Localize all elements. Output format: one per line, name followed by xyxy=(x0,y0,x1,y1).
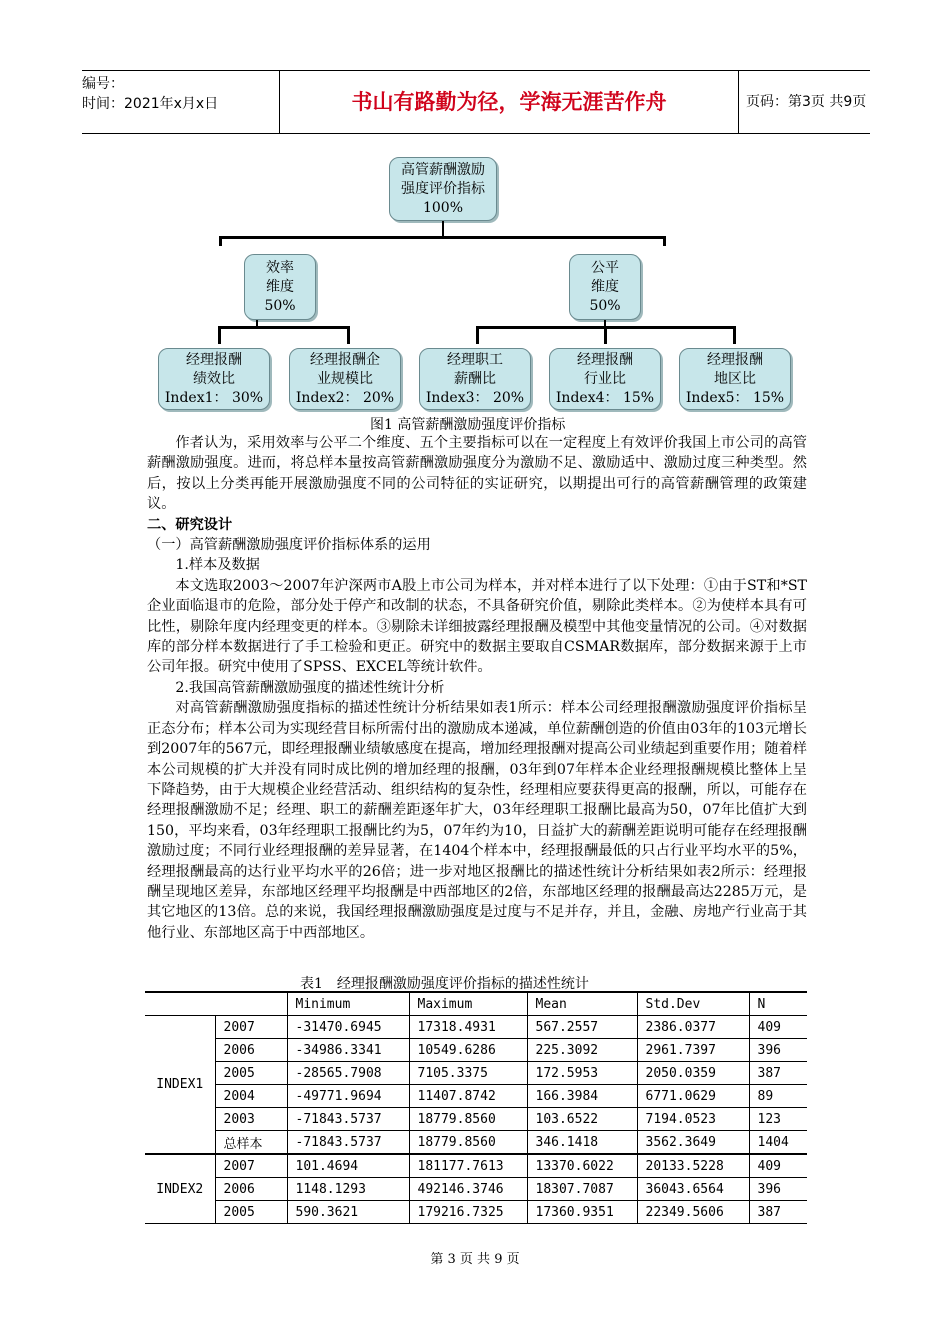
node-index1-line3: Index1： 30% xyxy=(164,389,264,406)
date-label: 时间：2021年x月x日 xyxy=(82,96,219,112)
node-index1 xyxy=(158,348,270,410)
table-header-cell: Std.Dev xyxy=(637,992,749,1016)
node-index4-line1: 经理报酬 xyxy=(577,351,633,368)
table-cell: 181177.7613 xyxy=(409,1154,527,1178)
table-cell: 2006 xyxy=(215,1178,287,1201)
node-efficiency xyxy=(244,254,316,320)
table-cell: 2007 xyxy=(215,1154,287,1178)
paragraph: 作者认为，采用效率与公平二个维度、五个主要指标可以在一定程度上有效评价我国上市公司的高管薪酬激励强度。进而，将总样本量按高管薪酬激励强度分为激励不足、激励适中、激励过度三种类型。然后，按以上分类再能开展激励强度不同的公司特征的实证研究，以期提出可行的高管薪酬管理的政策建议。 xyxy=(147,435,807,513)
header-page-number: 页码：第3页 共9页 xyxy=(746,94,867,110)
table-cell: 387 xyxy=(749,1201,807,1224)
node-fairness-line2: 维度 xyxy=(591,278,619,295)
page-footer: 第 3 页 共 9 页 xyxy=(430,1252,520,1267)
table-cell: 10549.6286 xyxy=(409,1039,527,1062)
table-cell: 1148.1293 xyxy=(287,1178,409,1201)
node-root xyxy=(389,157,497,221)
table-cell: 103.6522 xyxy=(527,1108,637,1131)
table-row xyxy=(145,1131,807,1155)
header-motto: 书山有路勤为径，学海无涯苦作舟 xyxy=(279,71,739,133)
table-body xyxy=(145,1016,807,1224)
node-fairness-line3: 50% xyxy=(589,297,621,314)
table-group-label: INDEX2 xyxy=(145,1154,215,1224)
connector xyxy=(663,236,666,246)
table-cell: 396 xyxy=(749,1178,807,1201)
doc-number-label: 编号： xyxy=(82,76,124,92)
table-header-cell: N xyxy=(749,992,807,1016)
table-cell: 1404 xyxy=(749,1131,807,1155)
node-index5-line3: Index5： 15% xyxy=(685,389,785,406)
node-index2-line2: 业规模比 xyxy=(317,370,373,387)
table-cell: 2005 xyxy=(215,1062,287,1085)
section-heading: 二、研究设计 xyxy=(147,516,233,533)
table-caption: 表1 经理报酬激励强度评价指标的描述性统计 xyxy=(300,976,589,992)
table-cell: 172.5953 xyxy=(527,1062,637,1085)
table-cell: 101.4694 xyxy=(287,1154,409,1178)
node-index4 xyxy=(549,348,661,410)
table-cell: 166.3984 xyxy=(527,1085,637,1108)
table-cell: 346.1418 xyxy=(527,1131,637,1155)
table-row xyxy=(145,1201,807,1224)
page-header xyxy=(82,70,870,134)
table-cell: 123 xyxy=(749,1108,807,1131)
table-cell: 3562.3649 xyxy=(637,1131,749,1155)
connector xyxy=(604,326,607,344)
table-cell: 2961.7397 xyxy=(637,1039,749,1062)
node-root-line2: 强度评价指标100% xyxy=(401,180,485,216)
table-cell: 2386.0377 xyxy=(637,1016,749,1039)
stats-table xyxy=(145,991,807,1224)
subsubsection-heading: 2.我国高管薪酬激励强度的描述性统计分析 xyxy=(175,679,445,696)
table-group-label: INDEX1 xyxy=(145,1016,215,1155)
table-cell: -71843.5737 xyxy=(287,1131,409,1155)
node-root-line1: 高管薪酬激励 xyxy=(401,161,485,178)
table-cell: 7105.3375 xyxy=(409,1062,527,1085)
table-cell: 总样本 xyxy=(215,1131,287,1155)
table-cell: 17318.4931 xyxy=(409,1016,527,1039)
table-row xyxy=(145,1085,807,1108)
table-cell: 2050.0359 xyxy=(637,1062,749,1085)
table-cell: 18779.8560 xyxy=(409,1131,527,1155)
table-row xyxy=(145,1016,807,1039)
node-fairness-line1: 公平 xyxy=(591,259,619,276)
table-cell: 492146.3746 xyxy=(409,1178,527,1201)
table-cell: 20133.5228 xyxy=(637,1154,749,1178)
table-row xyxy=(145,1062,807,1085)
table-header-cell: Minimum xyxy=(287,992,409,1016)
table-header-cell xyxy=(215,992,287,1016)
paragraph: 本文选取2003～2007年沪深两市A股上市公司为样本，并对样本进行了以下处理：①由于ST和*ST企业面临退市的危险，部分处于停产和改制的状态，不具备研究价值，剔除此类样本。②为使样本具有可比性，剔除年度内经理变更的样本。③剔除未详细披露经理报酬及模型中其他变量情况的公司。④对数据库的部分样本数据进行了手工检验和更正。研究中的数据主要取自CSMAR数据库，部分数据来源于上市公司年报。研究中使用了SPSS、EXCEL等统计软件。 xyxy=(147,577,807,676)
node-index3-line2: 薪酬比 xyxy=(454,370,496,387)
figure-caption: 图1 高管薪酬激励强度评价指标 xyxy=(370,417,566,433)
node-index3-line1: 经理职工 xyxy=(447,351,503,368)
node-index4-line3: Index4： 15% xyxy=(555,389,655,406)
body-text xyxy=(147,433,807,943)
node-index1-line2: 绩效比 xyxy=(193,370,235,387)
connector xyxy=(219,236,666,239)
table-cell: 225.3092 xyxy=(527,1039,637,1062)
table-cell: 590.3621 xyxy=(287,1201,409,1224)
table-cell: 179216.7325 xyxy=(409,1201,527,1224)
node-index4-line2: 行业比 xyxy=(584,370,626,387)
subsubsection-heading: 1.样本及数据 xyxy=(175,557,260,574)
table-cell: 2003 xyxy=(215,1108,287,1131)
table-cell: 6771.0629 xyxy=(637,1085,749,1108)
table-cell: -49771.9694 xyxy=(287,1085,409,1108)
table-row xyxy=(145,1108,807,1131)
table-cell: 18779.8560 xyxy=(409,1108,527,1131)
node-efficiency-line3: 50% xyxy=(264,297,296,314)
node-index3 xyxy=(419,348,531,410)
table-header-row xyxy=(145,992,807,1016)
node-index1-line1: 经理报酬 xyxy=(186,351,242,368)
connector xyxy=(476,326,479,344)
table-cell: 36043.6564 xyxy=(637,1178,749,1201)
table-cell: 18307.7087 xyxy=(527,1178,637,1201)
table-cell: -31470.6945 xyxy=(287,1016,409,1039)
table-cell: 7194.0523 xyxy=(637,1108,749,1131)
subsection-heading: （一）高管薪酬激励强度评价指标体系的运用 xyxy=(147,537,431,554)
table-cell: 2005 xyxy=(215,1201,287,1224)
connector xyxy=(733,326,736,344)
node-index2-line3: Index2： 20% xyxy=(295,389,395,406)
table-cell: 17360.9351 xyxy=(527,1201,637,1224)
table-header-cell: Maximum xyxy=(409,992,527,1016)
table-cell: -34986.3341 xyxy=(287,1039,409,1062)
connector xyxy=(218,326,350,329)
node-index5-line1: 经理报酬 xyxy=(707,351,763,368)
table-header-cell xyxy=(145,992,215,1016)
node-index5-line2: 地区比 xyxy=(714,370,756,387)
table-cell: 89 xyxy=(749,1085,807,1108)
connector xyxy=(347,326,350,344)
table-header-cell: Mean xyxy=(527,992,637,1016)
table-cell: -28565.7908 xyxy=(287,1062,409,1085)
node-fairness xyxy=(569,254,641,320)
node-index2-line1: 经理报酬企 xyxy=(310,351,380,368)
table-row xyxy=(145,1154,807,1178)
table-cell: 409 xyxy=(749,1016,807,1039)
table-cell: 22349.5606 xyxy=(637,1201,749,1224)
table-cell: 2004 xyxy=(215,1085,287,1108)
node-index5 xyxy=(679,348,791,410)
table-cell: 409 xyxy=(749,1154,807,1178)
table-row xyxy=(145,1178,807,1201)
node-index2 xyxy=(289,348,401,410)
table-cell: 387 xyxy=(749,1062,807,1085)
node-efficiency-line1: 效率 xyxy=(266,259,294,276)
table-cell: -71843.5737 xyxy=(287,1108,409,1131)
table-cell: 2006 xyxy=(215,1039,287,1062)
header-meta xyxy=(82,71,277,136)
table-cell: 567.2557 xyxy=(527,1016,637,1039)
table-cell: 11407.8742 xyxy=(409,1085,527,1108)
table-cell: 2007 xyxy=(215,1016,287,1039)
connector xyxy=(442,221,444,237)
table-cell: 13370.6022 xyxy=(527,1154,637,1178)
connector xyxy=(219,236,222,246)
node-index3-line3: Index3： 20% xyxy=(425,389,525,406)
table-row xyxy=(145,1039,807,1062)
node-efficiency-line2: 维度 xyxy=(266,278,294,295)
table-cell: 396 xyxy=(749,1039,807,1062)
connector xyxy=(218,326,221,344)
paragraph: 对高管薪酬激励强度指标的描述性统计分析结果如表1所示：样本公司经理报酬激励强度评价指标呈正态分布；样本公司为实现经营目标所需付出的激励成本递减，单位薪酬创造的价值由03年的103元增长到2007年的567元，即经理报酬业绩敏感度在提高，增加经理报酬对提高公司业绩起到重要作用；随着样本公司规模的扩大并没有同时成比例的增加经理的报酬，03年到07年样本企业经理报酬规模比整体上呈下降趋势，由于大规模企业经营活动、组织结构的复杂性，经理相应要获得更高的报酬，所以，可能存在经理报酬激励不足；经理、职工的薪酬差距逐年扩大，03年经理职工报酬比最高为50，07年比值扩大到150，平均来看，03年经理职工报酬比约为5，07年约为10，日益扩大的薪酬差距说明可能存在经理报酬激励过度；不同行业经理报酬的差异显著，在1404个样本中，经理报酬最低的只占行业平均水平的5%，经理报酬最高的达行业平均水平的26倍；进一步对地区报酬比的描述性统计分析结果如表2所示：经理报酬呈现地区差异，东部地区经理平均报酬是中西部地区的2倍，东部地区经理的报酬最高达2285万元，是其它地区的13倍。总的来说，我国经理报酬激励强度是过度与不足并存，并且，金融、房地产行业高于其他行业、东部地区高于中西部地区。 xyxy=(147,700,807,941)
